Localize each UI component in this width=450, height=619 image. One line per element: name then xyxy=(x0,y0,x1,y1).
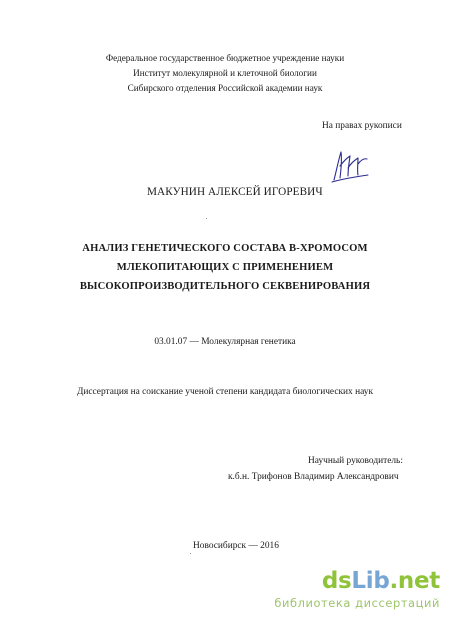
organization-line-2: Институт молекулярной и клеточной биологии xyxy=(133,68,317,78)
dissertation-title-line-2: МЛЕКОПИТАЮЩИХ С ПРИМЕНЕНИЕМ xyxy=(116,262,334,273)
scan-speck xyxy=(190,553,191,554)
dissertation-title-line-3: ВЫСОКОПРОИЗВОДИТЕЛЬНОГО СЕКВЕНИРОВАНИЯ xyxy=(79,281,371,292)
specialty-code: 03.01.07 — Молекулярная генетика xyxy=(154,337,296,347)
scan-speck xyxy=(206,218,207,219)
watermark-brand-ds: ds xyxy=(321,568,352,594)
watermark-brand-net: .net xyxy=(389,568,440,594)
supervisor-label: Научный руководитель: xyxy=(308,456,403,466)
supervisor-name: к.б.н. Трифонов Владимир Александрович xyxy=(228,472,399,482)
dslib-watermark[interactable] xyxy=(268,567,448,617)
organization-line-1: Федеральное государственное бюджетное учреждение науки xyxy=(105,53,345,63)
watermark-tagline: библиотека диссертаций xyxy=(274,596,440,610)
signature-icon xyxy=(328,146,372,186)
degree-statement: Диссертация на соискание ученой степени кандидата биологических наук xyxy=(76,387,374,397)
place-and-year: Новосибирск — 2016 xyxy=(193,541,279,551)
watermark-logo xyxy=(322,567,440,595)
organization-line-3: Сибирского отделения Российской академии наук xyxy=(127,83,323,93)
watermark-brand-lib: Lib xyxy=(351,568,390,594)
author-name: МАКУНИН АЛЕКСЕЙ ИГОРЕВИЧ xyxy=(147,186,323,198)
dissertation-title-line-1: АНАЛИЗ ГЕНЕТИЧЕСКОГО СОСТАВА В-ХРОМОСОМ xyxy=(82,243,368,254)
manuscript-rights-note: На правах рукописи xyxy=(322,121,402,131)
